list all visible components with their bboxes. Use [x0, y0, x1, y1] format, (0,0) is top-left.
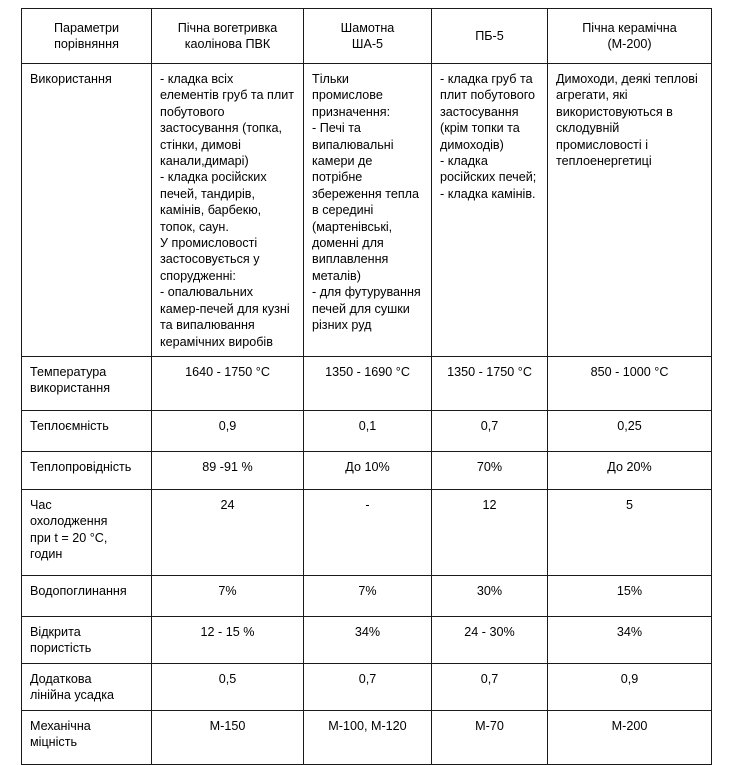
cell-mechanical-strength-3: М-200	[548, 710, 712, 764]
cell-open-porosity-2: 24 - 30%	[432, 616, 548, 663]
table-row-usage	[22, 64, 712, 357]
cell-cooling-time-3: 5	[548, 489, 712, 575]
cell-thermal-conductivity-2: 70%	[432, 451, 548, 489]
cell-usage-1: Тільки промислове призначення: - Печі та випалювальні камери де потрібне збереження тепла в середині (мартенівські, доменні для виплавлення металів) - для футурування печей для сушки різних руд	[304, 64, 432, 357]
cell-water-absorption-3: 15%	[548, 575, 712, 616]
cell-temperature-3: 850 - 1000 °C	[548, 356, 712, 410]
cell-temperature-2: 1350 - 1750 °C	[432, 356, 548, 410]
row-label-heat-capacity: Теплоємність	[22, 410, 152, 451]
cell-usage-3: Димоходи, деякі теплові агрегати, які використовуються в склодувній промисловості і теплоенергетиці	[548, 64, 712, 357]
cell-thermal-conductivity-1: До 10%	[304, 451, 432, 489]
cell-open-porosity-1: 34%	[304, 616, 432, 663]
table-row-additional-linear-shrinkage	[22, 663, 712, 710]
row-label-water-absorption: Водопоглинання	[22, 575, 152, 616]
cell-mechanical-strength-0: М-150	[152, 710, 304, 764]
cell-temperature-0: 1640 - 1750 °C	[152, 356, 304, 410]
row-label-temperature: Температура використання	[22, 356, 152, 410]
row-label-open-porosity: Відкрита пористість	[22, 616, 152, 663]
row-label-cooling-time: Час охолодження при t = 20 °C, годин	[22, 489, 152, 575]
table-row-open-porosity	[22, 616, 712, 663]
table-row-water-absorption	[22, 575, 712, 616]
table-row-thermal-conductivity	[22, 451, 712, 489]
cell-heat-capacity-1: 0,1	[304, 410, 432, 451]
table-row-cooling-time	[22, 489, 712, 575]
cell-usage-0: - кладка всіх елементів груб та плит побутового застосування (топка, стінки, димові канали,димарі) - кладка російских печей, тандирів, камінів, барбекю, топок, саун. У промисловості застосовується у спорудженні: - опалювальних камер-печей для кузні та випалювання керамічних виробів	[152, 64, 304, 357]
cell-temperature-1: 1350 - 1690 °C	[304, 356, 432, 410]
cell-thermal-conductivity-0: 89 -91 %	[152, 451, 304, 489]
table-row-temperature	[22, 356, 712, 410]
cell-open-porosity-0: 12 - 15 %	[152, 616, 304, 663]
row-label-thermal-conductivity: Теплопровідність	[22, 451, 152, 489]
table-header-row	[22, 9, 712, 64]
row-label-additional-linear-shrinkage: Додаткова лінійна усадка	[22, 663, 152, 710]
column-header-2: Шамотна ША-5	[304, 9, 432, 64]
cell-mechanical-strength-1: М-100, М-120	[304, 710, 432, 764]
table-row-mechanical-strength	[22, 710, 712, 764]
cell-usage-2: - кладка груб та плит побутового застосування (крім топки та димоходів) - кладка російских печей; - кладка камінів.	[432, 64, 548, 357]
cell-cooling-time-1: -	[304, 489, 432, 575]
column-header-1: Пічна вогетривка каолінова ПВК	[152, 9, 304, 64]
cell-heat-capacity-0: 0,9	[152, 410, 304, 451]
cell-additional-linear-shrinkage-2: 0,7	[432, 663, 548, 710]
row-label-usage: Використання	[22, 64, 152, 357]
cell-water-absorption-2: 30%	[432, 575, 548, 616]
column-header-4: Пічна керамічна (М-200)	[548, 9, 712, 64]
cell-water-absorption-0: 7%	[152, 575, 304, 616]
table-row-heat-capacity	[22, 410, 712, 451]
cell-thermal-conductivity-3: До 20%	[548, 451, 712, 489]
cell-additional-linear-shrinkage-1: 0,7	[304, 663, 432, 710]
cell-mechanical-strength-2: М-70	[432, 710, 548, 764]
cell-cooling-time-0: 24	[152, 489, 304, 575]
cell-open-porosity-3: 34%	[548, 616, 712, 663]
column-header-3: ПБ-5	[432, 9, 548, 64]
cell-water-absorption-1: 7%	[304, 575, 432, 616]
cell-additional-linear-shrinkage-3: 0,9	[548, 663, 712, 710]
cell-cooling-time-2: 12	[432, 489, 548, 575]
cell-heat-capacity-2: 0,7	[432, 410, 548, 451]
materials-comparison-table	[21, 8, 712, 765]
cell-additional-linear-shrinkage-0: 0,5	[152, 663, 304, 710]
row-label-mechanical-strength: Механічна міцність	[22, 710, 152, 764]
column-header-0: Параметри порівняння	[22, 9, 152, 64]
cell-heat-capacity-3: 0,25	[548, 410, 712, 451]
